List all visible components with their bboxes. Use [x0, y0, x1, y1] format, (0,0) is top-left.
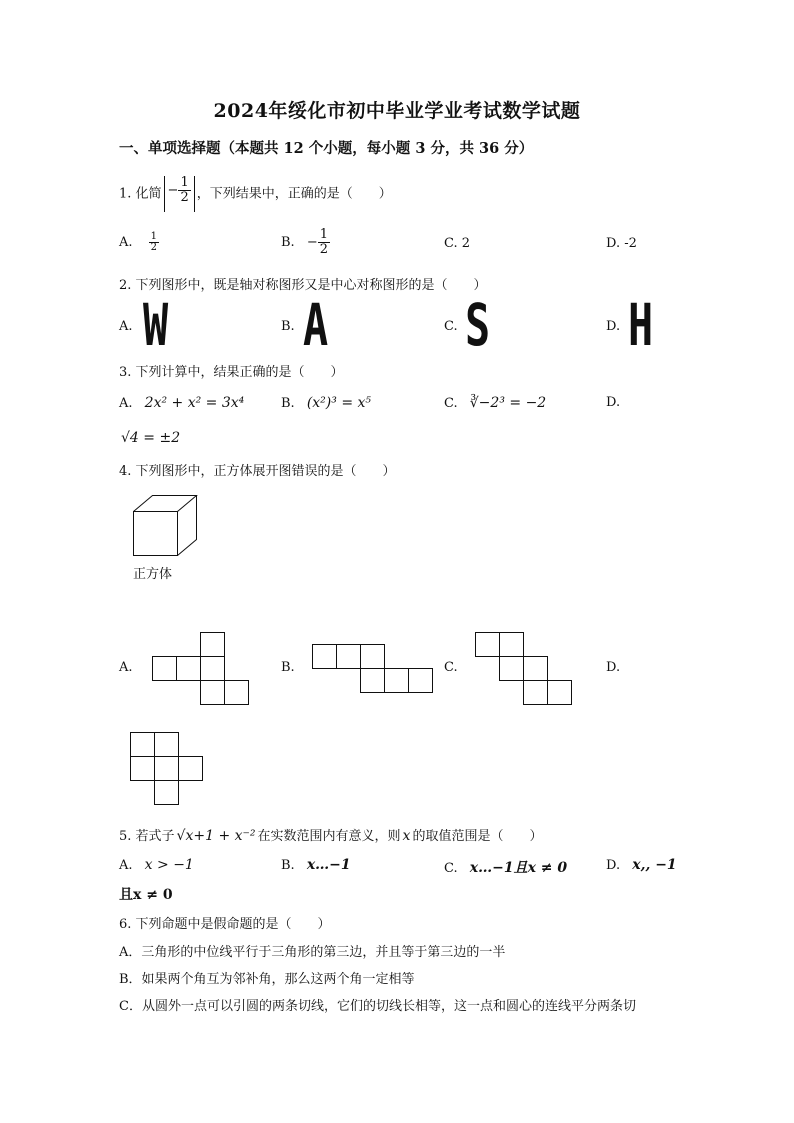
- option-b-expression: (x²)³ = x⁵: [306, 395, 372, 411]
- net-square: [385, 669, 409, 693]
- net-square: [131, 757, 155, 781]
- net-square: [500, 633, 524, 657]
- q1-option-d[interactable]: D. -2: [606, 236, 637, 251]
- q4-option-c-net: [474, 632, 574, 706]
- net-square: [337, 645, 361, 669]
- net-square: [179, 757, 203, 781]
- minus-sign: −: [306, 235, 318, 250]
- fraction-numerator: 1: [319, 227, 329, 242]
- cube-top-face: [134, 496, 197, 512]
- exam-title: 2024年绥化市初中毕业学业考试数学试题: [213, 100, 581, 122]
- option-c-expression: ∛−2³ = −2: [469, 395, 547, 411]
- option-label: C.: [444, 319, 458, 334]
- q6-option-b[interactable]: B．如果两个角互为邻补角，那么这两个角一定相等: [119, 972, 415, 987]
- q1-option-c[interactable]: C. 2: [444, 236, 471, 251]
- cube-front-face: [134, 512, 178, 556]
- q5-option-d-continuation: 且x ≠ 0: [119, 887, 173, 903]
- q3-option-d-expression: √4 = ±2: [121, 430, 181, 446]
- minus-sign: −: [167, 183, 179, 198]
- option-label: D.: [606, 395, 621, 410]
- fraction-numerator: 1: [150, 231, 158, 242]
- net-square: [201, 633, 225, 657]
- option-label: A.: [119, 858, 133, 873]
- option-label: C.: [444, 396, 458, 411]
- option-b-expression: x…−1: [306, 857, 351, 873]
- q3-option-c[interactable]: [444, 395, 546, 411]
- net-square: [201, 657, 225, 681]
- net-square: [409, 669, 433, 693]
- question-5-stem: [119, 825, 542, 844]
- question-5-expression: √x+1 + x⁻²: [176, 828, 256, 844]
- section-heading: 一、单项选择题（本题共 12 个小题，每小题 3 分，共 36 分）: [119, 140, 534, 157]
- q5-option-b[interactable]: [281, 857, 351, 873]
- question-5-suffix: 的取值范围是（ ）: [412, 829, 543, 844]
- net-square: [548, 681, 572, 705]
- option-a-expression: 2x² + x² = 3x⁴: [144, 395, 245, 411]
- q4-option-c-label[interactable]: C.: [444, 660, 458, 675]
- question-2-stem: 2. 下列图形中，既是轴对称图形又是中心对称图形的是（ ）: [119, 278, 487, 293]
- q5-option-c[interactable]: [444, 857, 567, 877]
- abs-value-expression: [164, 176, 195, 212]
- question-5-variable: x: [402, 828, 411, 844]
- net-square: [500, 657, 524, 681]
- q1-option-a[interactable]: [119, 232, 159, 253]
- fraction-denominator: 2: [150, 242, 158, 253]
- fraction-denominator: 2: [180, 190, 189, 205]
- q6-option-c[interactable]: C．从圆外一点可以引圆的两条切线，它们的切线长相等，这一点和圆心的连线平分两条切: [119, 999, 636, 1014]
- option-c-expression: x…−1且x ≠ 0: [469, 860, 568, 876]
- net-square: [524, 681, 548, 705]
- net-square: [131, 733, 155, 757]
- question-1-suffix: ，下列结果中，正确的是（ ）: [196, 186, 392, 202]
- net-square: [225, 681, 249, 705]
- question-1-stem: [119, 176, 392, 212]
- option-label: D.: [606, 319, 621, 334]
- net-square: [155, 733, 179, 757]
- net-square: [313, 645, 337, 669]
- q3-option-b[interactable]: [281, 395, 371, 411]
- option-d-expression: x,, −1: [632, 857, 677, 873]
- cube-figure: [130, 493, 202, 559]
- q4-option-a-net: [150, 632, 250, 706]
- q1-option-b[interactable]: [281, 228, 330, 257]
- option-label: D.: [606, 858, 621, 873]
- q5-option-d[interactable]: [606, 857, 677, 873]
- option-label: B.: [281, 396, 295, 411]
- option-label: B.: [281, 858, 295, 873]
- q4-option-d-label[interactable]: D.: [606, 660, 621, 675]
- net-square: [155, 781, 179, 805]
- option-a-expression: x > −1: [144, 857, 194, 873]
- option-b-fraction: [318, 228, 330, 257]
- q4-option-b-label[interactable]: B.: [281, 660, 295, 675]
- cube-side-face: [178, 496, 197, 556]
- net-square: [524, 657, 548, 681]
- net-square: [155, 757, 179, 781]
- q4-option-a-label[interactable]: A.: [119, 660, 133, 675]
- q6-option-a[interactable]: A．三角形的中位线平行于三角形的第三边，并且等于第三边的一半: [119, 945, 506, 960]
- letter-a-figure: A: [303, 291, 329, 359]
- option-label: A.: [119, 235, 133, 250]
- option-label: C.: [444, 861, 458, 876]
- letter-w-figure: W: [143, 291, 169, 359]
- letter-s-figure: S: [465, 291, 491, 359]
- question-5-middle: 在实数范围内有意义，则: [257, 829, 401, 844]
- fraction: [178, 176, 190, 205]
- net-square: [153, 657, 177, 681]
- question-1-prefix: 1. 化简: [119, 186, 162, 202]
- fraction-denominator: 2: [319, 242, 329, 257]
- net-square: [361, 645, 385, 669]
- question-5-prefix: 5. 若式子: [119, 829, 175, 844]
- net-square: [476, 633, 500, 657]
- letter-h-figure: H: [628, 291, 654, 359]
- cube-caption: 正方体: [133, 567, 173, 582]
- option-label: A.: [119, 396, 133, 411]
- q4-option-b-net: [311, 643, 435, 693]
- q3-option-d[interactable]: [606, 395, 620, 410]
- q4-option-d-net: [129, 731, 205, 807]
- question-4-stem: 4. 下列图形中，正方体展开图错误的是（ ）: [119, 464, 396, 479]
- net-square: [201, 681, 225, 705]
- option-label: A.: [119, 319, 133, 334]
- fraction-numerator: 1: [180, 175, 189, 190]
- net-square: [361, 669, 385, 693]
- q5-option-a[interactable]: [119, 857, 194, 873]
- question-6-stem: 6. 下列命题中是假命题的是（ ）: [119, 917, 331, 932]
- option-a-fraction: [149, 232, 159, 253]
- option-label: B.: [281, 235, 295, 250]
- option-label: B.: [281, 319, 295, 334]
- q3-option-a[interactable]: [119, 395, 244, 411]
- question-3-stem: 3. 下列计算中，结果正确的是（ ）: [119, 365, 344, 380]
- net-square: [177, 657, 201, 681]
